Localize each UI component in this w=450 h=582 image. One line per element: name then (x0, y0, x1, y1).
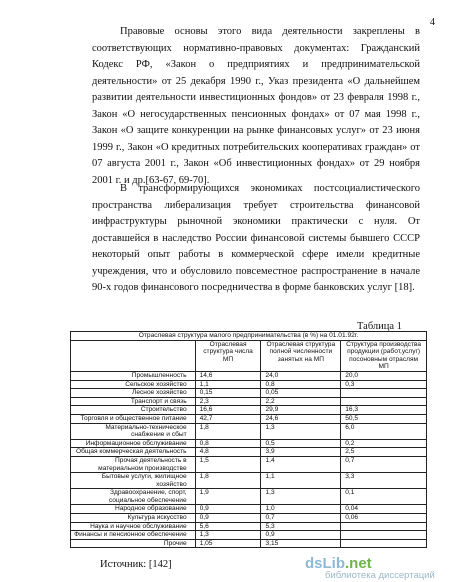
row-label-cell: Культура искусство (71, 514, 196, 523)
value-cell: 4,8 (195, 448, 261, 457)
table-row (71, 456, 427, 472)
value-cell: 0,1 (341, 489, 427, 505)
value-cell: 1,8 (195, 473, 261, 489)
value-cell: 20,0 (341, 371, 427, 380)
value-cell (341, 397, 427, 406)
header-cell: Структура производства продукции (работ,услуг) посоновным отраслям МП (341, 340, 427, 371)
value-cell: 2,2 (261, 397, 341, 406)
table-row (71, 414, 427, 423)
value-cell: 0,3 (341, 380, 427, 389)
row-label-cell: Финансы и пенсионное обеспечение (71, 531, 196, 540)
header-cell (71, 340, 196, 371)
value-cell: 16,3 (341, 406, 427, 415)
row-label-cell: Промышленность (71, 371, 196, 380)
source-note: Источник: [142] (100, 559, 172, 570)
table-row (71, 489, 427, 505)
table-row (71, 522, 427, 531)
value-cell: 3,15 (261, 539, 341, 548)
value-cell: 0,9 (195, 514, 261, 523)
table-row (71, 423, 427, 439)
row-label-cell: Строительство (71, 406, 196, 415)
value-cell: 0,9 (195, 505, 261, 514)
value-cell: 29,9 (261, 406, 341, 415)
value-cell: 1,0 (261, 505, 341, 514)
value-cell: 1,4 (261, 456, 341, 472)
table-row (71, 389, 427, 398)
table-row (71, 397, 427, 406)
row-label-cell: Бытовые услуги, жилищное хозяйство (71, 473, 196, 489)
value-cell: 24,6 (261, 414, 341, 423)
value-cell: 1,5 (195, 456, 261, 472)
row-label-cell: Информационное обслуживание (71, 439, 196, 448)
value-cell (341, 389, 427, 398)
value-cell: 0,06 (341, 514, 427, 523)
value-cell: 0,7 (341, 456, 427, 472)
header-cell: Отраслевая структура полной численности занятых на МП (261, 340, 341, 371)
table-row (71, 371, 427, 380)
row-label-cell: Лесное хозяйство (71, 389, 196, 398)
table-row (71, 380, 427, 389)
value-cell: 0,8 (195, 439, 261, 448)
row-label-cell: Прочие (71, 539, 196, 548)
value-cell: 1,1 (195, 380, 261, 389)
page-number: 4 (430, 17, 435, 28)
value-cell: 0,9 (261, 531, 341, 540)
table-row (71, 514, 427, 523)
table-header-row (71, 340, 427, 371)
value-cell: 0,15 (195, 389, 261, 398)
value-cell: 3,3 (341, 473, 427, 489)
table-row (71, 406, 427, 415)
value-cell: 3,9 (261, 448, 341, 457)
row-label-cell: Прочая деятельность в материальном производстве (71, 456, 196, 472)
value-cell: 1,1 (261, 473, 341, 489)
value-cell: 1,3 (261, 489, 341, 505)
row-label-cell: Торговля и общественное питание (71, 414, 196, 423)
watermark-logo-tail: .net (345, 555, 372, 572)
table-body (71, 371, 427, 547)
value-cell (341, 522, 427, 531)
table-row (71, 531, 427, 540)
paragraph-text: Правовые основы этого вида деятельности закреплены в соответствующих нормативно-правовых документах: Гражданский Кодекс РФ, «Закон о предприятиях и предпринимательской деятельности» от 25 декабря 1990 г., Указ президента «О дальнейшем развитии деятельности инвестиционных фондов» от 23 февраля 1998 г., Закон «О негосударственных пенсионных фондах» от 07 мая 1998 г., Закон «О защите конкуренции на рынке финансовых услуг» от 23 июня 1999 г., Закон «О кредитных потребительских кооперативах граждан» от 07 августа 2001 г., Закон «Об инвестиционных фондах» от 29 ноября 2001 г. и др.[63-67, 69-70]. (92, 26, 420, 186)
value-cell: 2,5 (341, 448, 427, 457)
row-label-cell: Народное образование (71, 505, 196, 514)
value-cell: 1,8 (195, 423, 261, 439)
value-cell: 1,3 (261, 423, 341, 439)
value-cell: 0,04 (341, 505, 427, 514)
value-cell: 14,6 (195, 371, 261, 380)
table-row (71, 505, 427, 514)
value-cell (341, 531, 427, 540)
value-cell: 24,0 (261, 371, 341, 380)
row-label-cell: Здравоохранение, спорт, социальное обеспечение (71, 489, 196, 505)
table-caption: Отраслевая структура малого предпринимательства (в %) на 01.01.92г. (71, 332, 427, 341)
watermark-subtitle: библиотека диссертаций (325, 570, 435, 581)
value-cell: 1,3 (195, 531, 261, 540)
paragraph-text: В трансформирующихся экономиках постсоциалистического пространства либерализация требует строительства финансовой инфраструктуры рыночной экономики практически с нуля. От доставшейся в наследство России финансовой системы бывшего СССР некоторый опыт работы в коммерческой сфере имели кредитные учреждения, что и обусловило повсеместное распространение в начале 90-х годов финансового посредничества в форме банковских услуг [18]. (92, 183, 420, 293)
table-label: Таблица 1 (357, 321, 402, 332)
row-label-cell: Наука и научное обслуживание (71, 522, 196, 531)
value-cell: 1,05 (195, 539, 261, 548)
value-cell: 5,6 (195, 522, 261, 531)
row-label-cell: Общая коммерческая деятельность (71, 448, 196, 457)
industry-structure-table (70, 331, 427, 548)
value-cell: 5,3 (261, 522, 341, 531)
value-cell: 2,3 (195, 397, 261, 406)
value-cell: 0,5 (261, 439, 341, 448)
watermark-logo-main: dsLib (305, 555, 345, 572)
row-label-cell: Сельское хозяйство (71, 380, 196, 389)
value-cell: 0,05 (261, 389, 341, 398)
value-cell: 1,9 (195, 489, 261, 505)
table-row (71, 439, 427, 448)
header-cell: Отраслевая структура числа МП (195, 340, 261, 371)
value-cell: 50,5 (341, 414, 427, 423)
paragraph-legal-basis (92, 24, 420, 189)
table-row (71, 539, 427, 548)
value-cell: 0,2 (341, 439, 427, 448)
paragraph-transformation (92, 181, 420, 297)
row-label-cell: Материально-техническое снабжение и сбыт (71, 423, 196, 439)
watermark (305, 555, 445, 580)
table-caption-row (71, 332, 427, 341)
value-cell (341, 539, 427, 548)
table-row (71, 473, 427, 489)
value-cell: 0,7 (261, 514, 341, 523)
value-cell: 16,6 (195, 406, 261, 415)
value-cell: 0,8 (261, 380, 341, 389)
value-cell: 6,0 (341, 423, 427, 439)
value-cell: 42,7 (195, 414, 261, 423)
row-label-cell: Транспорт и связь (71, 397, 196, 406)
table-row (71, 448, 427, 457)
